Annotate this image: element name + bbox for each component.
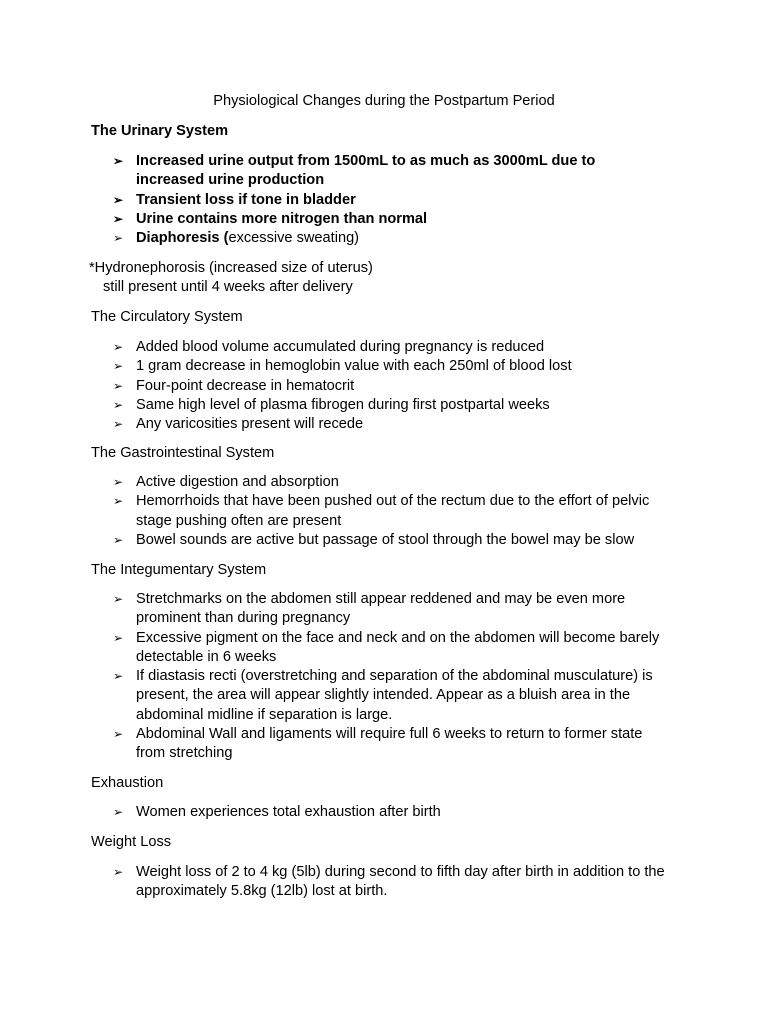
list-item: ➢ Increased urine output from 1500mL to as much as 3000mL due to increased urine production [113, 153, 596, 189]
list-item: ➢ Hemorrhoids that have been pushed out of the rectum due to the effort of pelvic stage pushing often are present [113, 493, 650, 529]
exhaustion-list [0, 803, 666, 822]
list-item: ➢ Abdominal Wall and ligaments will require full 6 weeks to return to former state from stretching [113, 726, 643, 762]
circulatory-list [0, 338, 666, 434]
list-item: ➢ Women experiences total exhaustion after birth [0, 803, 666, 822]
section-heading-integumentary: The Integumentary System [91, 562, 267, 578]
list-item: ➢ Active digestion and absorption [0, 473, 666, 492]
arrow-bullet-icon: ➢ [113, 727, 124, 742]
arrow-bullet-icon: ➢ [113, 865, 124, 879]
arrow-bullet-icon: ➢ [113, 494, 124, 509]
arrow-bullet-icon: ➢ [113, 532, 124, 547]
arrow-bullet-icon: ➢ [113, 669, 124, 684]
list-item: ➢ 1 gram decrease in hemoglobin value with each 250ml of blood lost [0, 357, 666, 376]
list-item: ➢ Excessive pigment on the face and neck and on the abdomen will become barely detectable in 6 weeks [113, 629, 660, 665]
arrow-bullet-icon: ➢ [113, 192, 124, 207]
weight-loss-list [0, 863, 666, 902]
list-item: ➢ Four-point decrease in hematocrit [0, 377, 666, 396]
list-item: ➢ Diaphoresis (excessive sweating) [0, 229, 666, 248]
list-item: ➢ Transient loss if tone in bladder [0, 191, 666, 210]
section-heading-urinary: The Urinary System [91, 123, 229, 139]
list-item: ➢ Stretchmarks on the abdomen still appear reddened and may be even more prominent than during pregnancy [113, 591, 626, 627]
list-item: ➢ Added blood volume accumulated during pregnancy is reduced [0, 338, 666, 357]
arrow-bullet-icon: ➢ [113, 154, 124, 168]
gastrointestinal-list [0, 473, 666, 550]
list-item: ➢ Weight loss of 2 to 4 kg (5lb) during second to fifth day after birth in addition to the approximately 5.8kg (12lb) lost at birth. [113, 864, 665, 900]
arrow-bullet-icon: ➢ [113, 378, 124, 393]
hydronephrosis-note-continued: still present until 4 weeks after delivery [103, 279, 353, 295]
list-item: ➢ Urine contains more nitrogen than normal [0, 210, 666, 229]
hydronephrosis-note: *Hydronephorosis (increased size of uterus) [89, 260, 373, 276]
page-title: Physiological Changes during the Postpartum Period [213, 93, 555, 109]
arrow-bullet-icon: ➢ [113, 417, 124, 432]
arrow-bullet-icon: ➢ [113, 211, 124, 226]
section-heading-exhaustion: Exhaustion [91, 775, 164, 791]
list-item: ➢ If diastasis recti (overstretching and separation of the abdominal musculature) is present, the area will appear slightly intended. Appear as a bluish area in the abdominal midline if separation is large. [113, 668, 653, 723]
section-heading-circulatory: The Circulatory System [91, 309, 243, 325]
arrow-bullet-icon: ➢ [113, 475, 124, 489]
list-item: ➢ Bowel sounds are active but passage of stool through the bowel may be slow [0, 531, 666, 550]
arrow-bullet-icon: ➢ [113, 231, 124, 246]
list-item: ➢ Same high level of plasma fibrogen during first postpartal weeks [0, 396, 666, 415]
section-heading-gastrointestinal: The Gastrointestinal System [91, 445, 275, 461]
arrow-bullet-icon: ➢ [113, 340, 124, 354]
arrow-bullet-icon: ➢ [113, 397, 124, 412]
arrow-bullet-icon: ➢ [113, 359, 124, 374]
arrow-bullet-icon: ➢ [113, 805, 124, 819]
arrow-bullet-icon: ➢ [113, 592, 124, 606]
integumentary-list [0, 590, 666, 764]
section-heading-weight-loss: Weight Loss [91, 834, 172, 850]
arrow-bullet-icon: ➢ [113, 630, 124, 645]
list-item: ➢ Any varicosities present will recede [0, 415, 666, 434]
urinary-list [0, 152, 666, 248]
